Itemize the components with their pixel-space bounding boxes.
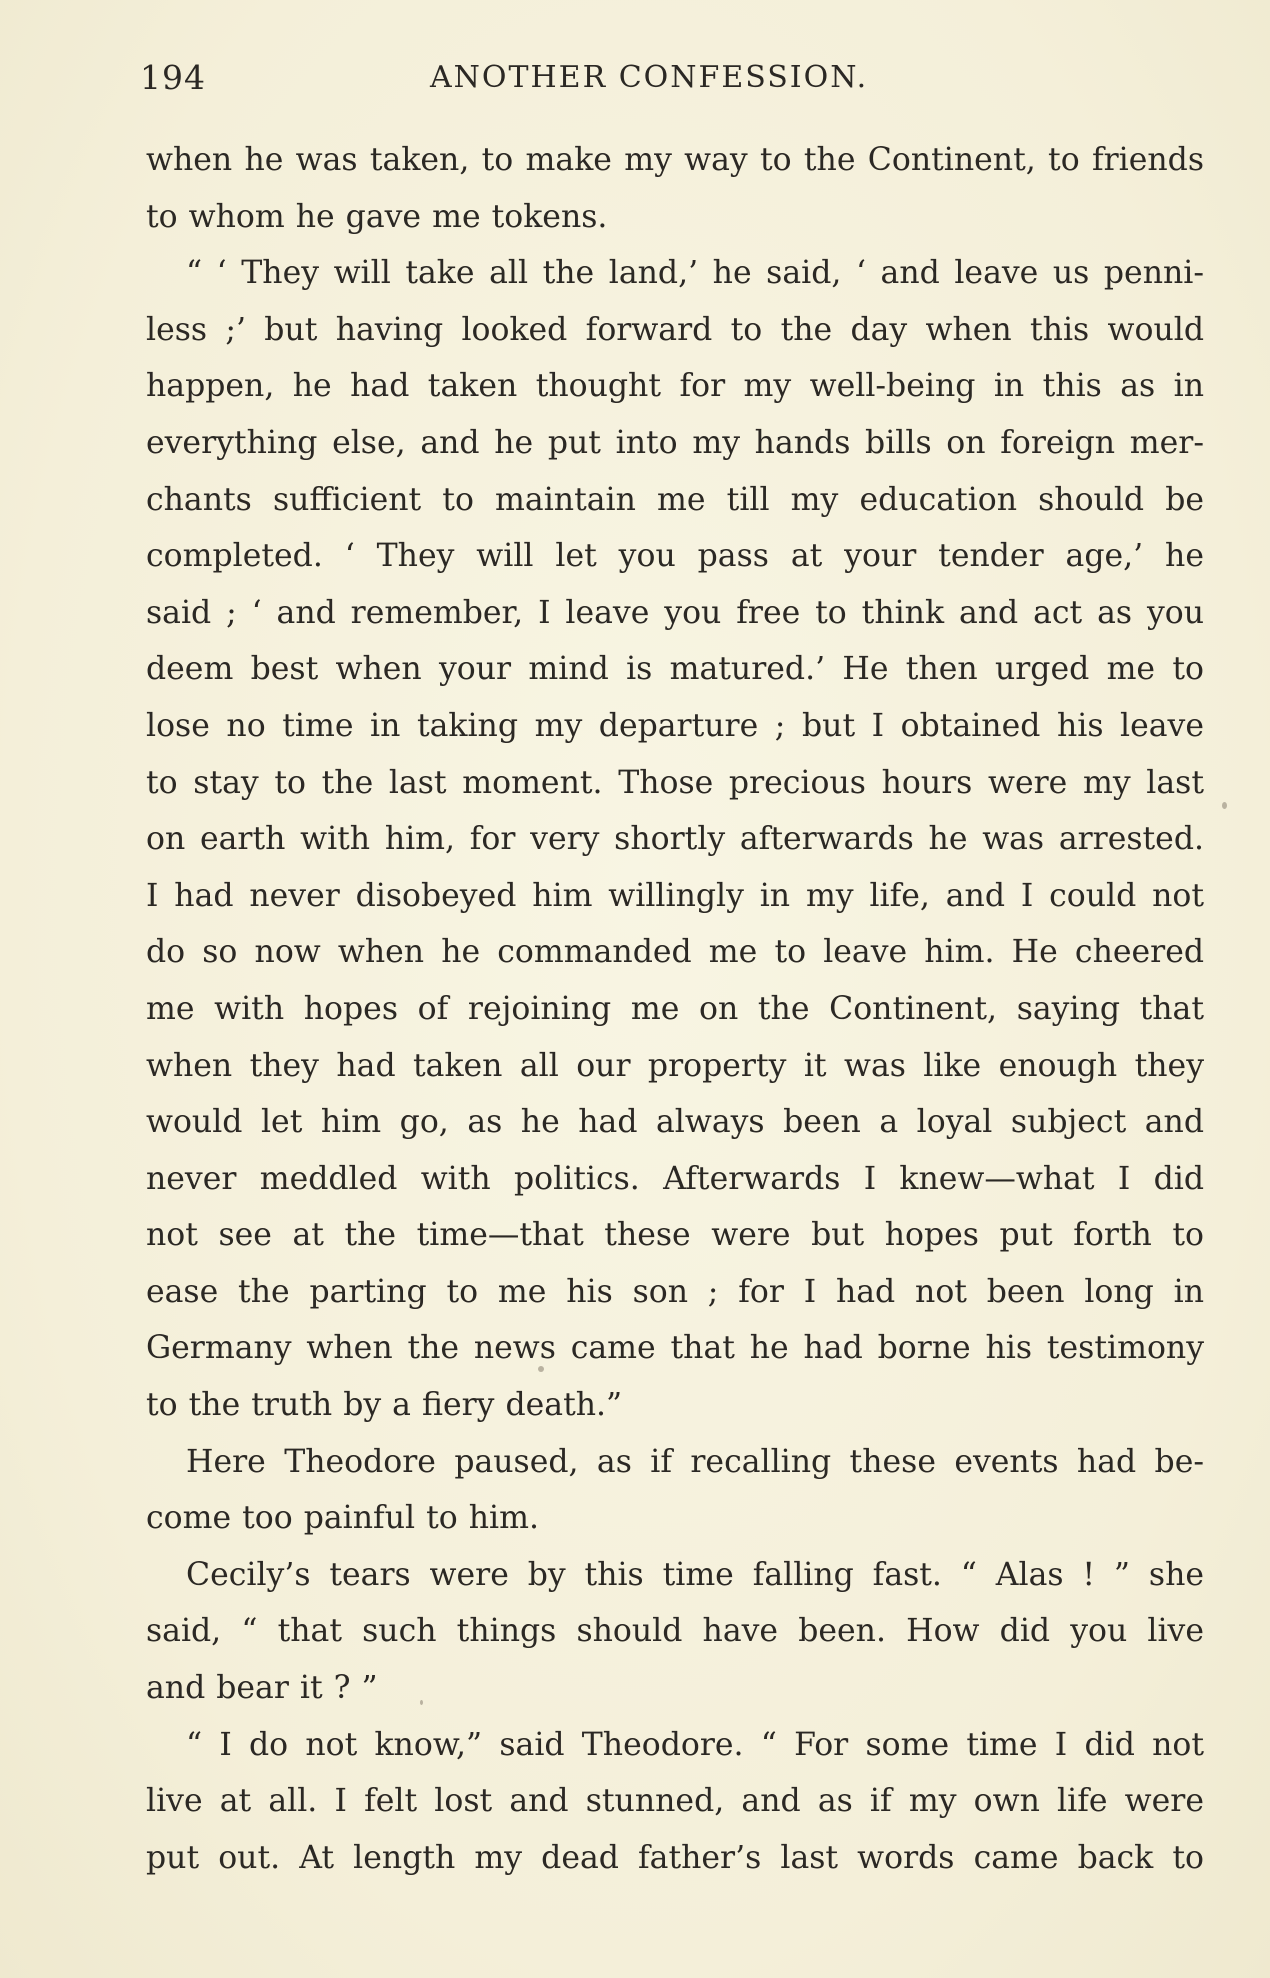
paper-speck — [538, 1366, 544, 1372]
text-line: happen, he had taken thought for my well-being in this as in — [146, 368, 1204, 405]
paper-speck — [1222, 802, 1227, 809]
text-line: when he was taken, to make my way to the Continent, to friends — [146, 142, 1204, 178]
text-line: ease the parting to me his son ; for I had not been long in — [146, 1273, 1204, 1310]
text-line: to whom he gave me tokens. — [146, 198, 608, 235]
text-line: completed. ‘ They will let you pass at your tender age,’ he — [146, 538, 1204, 575]
text-line: I had never disobeyed him willingly in my life, and I could not — [146, 877, 1204, 914]
text-line: come too painful to him. — [146, 1500, 539, 1537]
paper-speck — [420, 1700, 423, 1705]
text-line: when they had taken all our property it was like enough they — [146, 1047, 1204, 1084]
text-line: never meddled with politics. Afterwards I knew—what I did — [146, 1160, 1204, 1197]
text-line: to the truth by a fiery death.” — [146, 1387, 623, 1424]
text-line: would let him go, as he had always been a loyal subject and — [146, 1104, 1204, 1141]
text-line: Here Theodore paused, as if recalling these events had be- — [186, 1443, 1204, 1480]
text-line: said ; ‘ and remember, I leave you free to think and act as you — [146, 594, 1204, 631]
text-line: and bear it ? ” — [146, 1670, 378, 1707]
body-text — [146, 132, 1204, 1886]
page-header — [140, 58, 1200, 108]
text-line: not see at the time—that these were but hopes put forth to — [146, 1217, 1204, 1254]
text-line: me with hopes of rejoining me on the Continent, saying that — [146, 990, 1204, 1027]
text-line: do so now when he commanded me to leave him. He cheered — [146, 934, 1204, 971]
running-title: ANOTHER CONFESSION. — [430, 60, 869, 95]
text-line: deem best when your mind is matured.’ He then urged me to — [146, 651, 1204, 688]
text-line: to stay to the last moment. Those precious hours were my last — [146, 764, 1204, 801]
page-number: 194 — [140, 58, 206, 97]
text-line: “ I do not know,” said Theodore. “ For some time I did not — [186, 1726, 1204, 1763]
text-line: on earth with him, for very shortly afterwards he was arrested. — [146, 821, 1204, 858]
text-line: “ ‘ They will take all the land,’ he said, ‘ and leave us penni- — [186, 255, 1204, 292]
text-line: live at all. I felt lost and stunned, and as if my own life were — [146, 1783, 1204, 1820]
text-line: less ;’ but having looked forward to the day when this would — [146, 311, 1204, 348]
text-line: put out. At length my dead father’s last words came back to — [146, 1839, 1204, 1876]
text-line: Cecily’s tears were by this time falling fast. “ Alas ! ” she — [186, 1556, 1204, 1593]
text-line: lose no time in taking my departure ; but I obtained his leave — [146, 707, 1204, 744]
text-line: said, “ that such things should have been. How did you live — [146, 1613, 1204, 1650]
text-line: Germany when the news came that he had borne his testimony — [146, 1330, 1204, 1367]
text-line: chants sufficient to maintain me till my education should be — [146, 481, 1204, 518]
text-line: everything else, and he put into my hands bills on foreign mer- — [146, 424, 1204, 461]
